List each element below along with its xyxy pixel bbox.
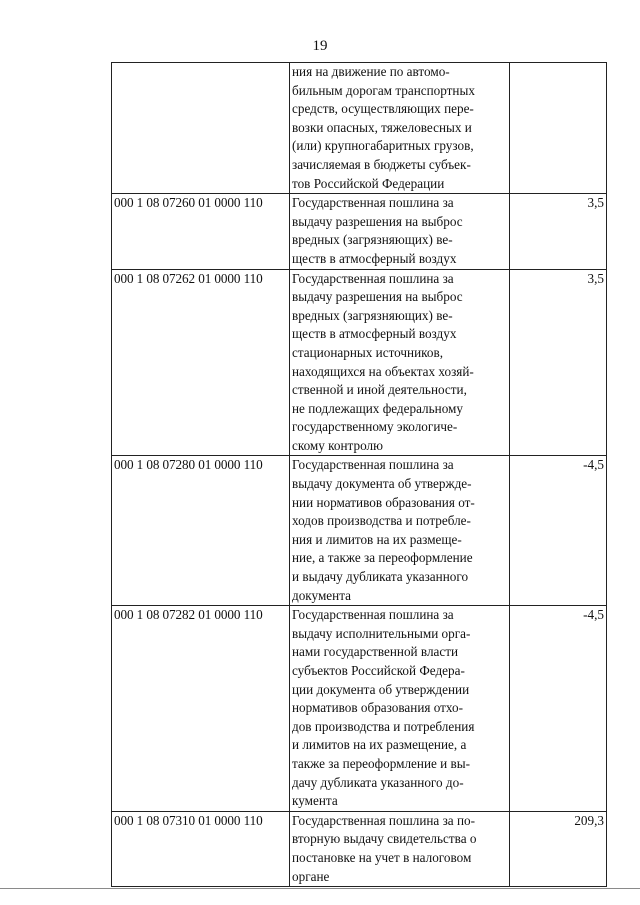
revenue-amount-cell: 209,3 <box>510 811 607 886</box>
revenue-name-cell: Государственная пошлина за выдачу разрешения на выброс вредных (загрязняющих) ве- ществ в атмосферный воздух стационарных источников, находящихся на объектах хозяй- ственной и иной деятельности, не подлежащих федеральному государственному экологиче- скому контролю <box>290 269 510 456</box>
revenue-amount-cell <box>510 63 607 194</box>
revenue-name-cell: Государственная пошлина за выдачу исполнительными орга- нами государственной власти субъектов Российской Федера- ции документа об утверждении нормативов образования отхо- дов производства и потребления и лимитов на их размещение, а также за переоформление и вы- дачу дубликата указанного до- кумента <box>290 606 510 812</box>
revenue-amount-cell: -4,5 <box>510 456 607 606</box>
revenue-code-cell: 000 1 08 07282 01 0000 110 <box>112 606 290 812</box>
table-row <box>112 606 607 812</box>
budget-revenue-table <box>111 62 607 887</box>
table-row <box>112 269 607 456</box>
revenue-amount-cell: 3,5 <box>510 194 607 269</box>
revenue-name-cell: ния на движение по автомо- бильным дорогам транспортных средств, осуществляющих пере- возки опасных, тяжеловесных и (или) крупногабаритных грузов, зачисляемая в бюджеты субъек- тов Российской Федерации <box>290 63 510 194</box>
table-row <box>112 194 607 269</box>
revenue-code-cell <box>112 63 290 194</box>
revenue-name-cell: Государственная пошлина за выдачу документа об утвержде- нии нормативов образования от- ходов производства и потребле- ния и лимитов на их размеще- ние, а также за переоформление и выдачу дубликата указанного документа <box>290 456 510 606</box>
revenue-code-cell: 000 1 08 07310 01 0000 110 <box>112 811 290 886</box>
table-row <box>112 811 607 886</box>
revenue-code-cell: 000 1 08 07260 01 0000 110 <box>112 194 290 269</box>
revenue-code-cell: 000 1 08 07262 01 0000 110 <box>112 269 290 456</box>
revenue-name-cell: Государственная пошлина за по- вторную выдачу свидетельства о постановке на учет в налоговом органе <box>290 811 510 886</box>
table-row <box>112 456 607 606</box>
page-bottom-rule <box>0 888 640 889</box>
revenue-amount-cell: 3,5 <box>510 269 607 456</box>
page-number: 19 <box>312 38 328 54</box>
revenue-code-cell: 000 1 08 07280 01 0000 110 <box>112 456 290 606</box>
revenue-name-cell: Государственная пошлина за выдачу разрешения на выброс вредных (загрязняющих) ве- ществ в атмосферный воздух <box>290 194 510 269</box>
table-row <box>112 63 607 194</box>
revenue-amount-cell: -4,5 <box>510 606 607 812</box>
